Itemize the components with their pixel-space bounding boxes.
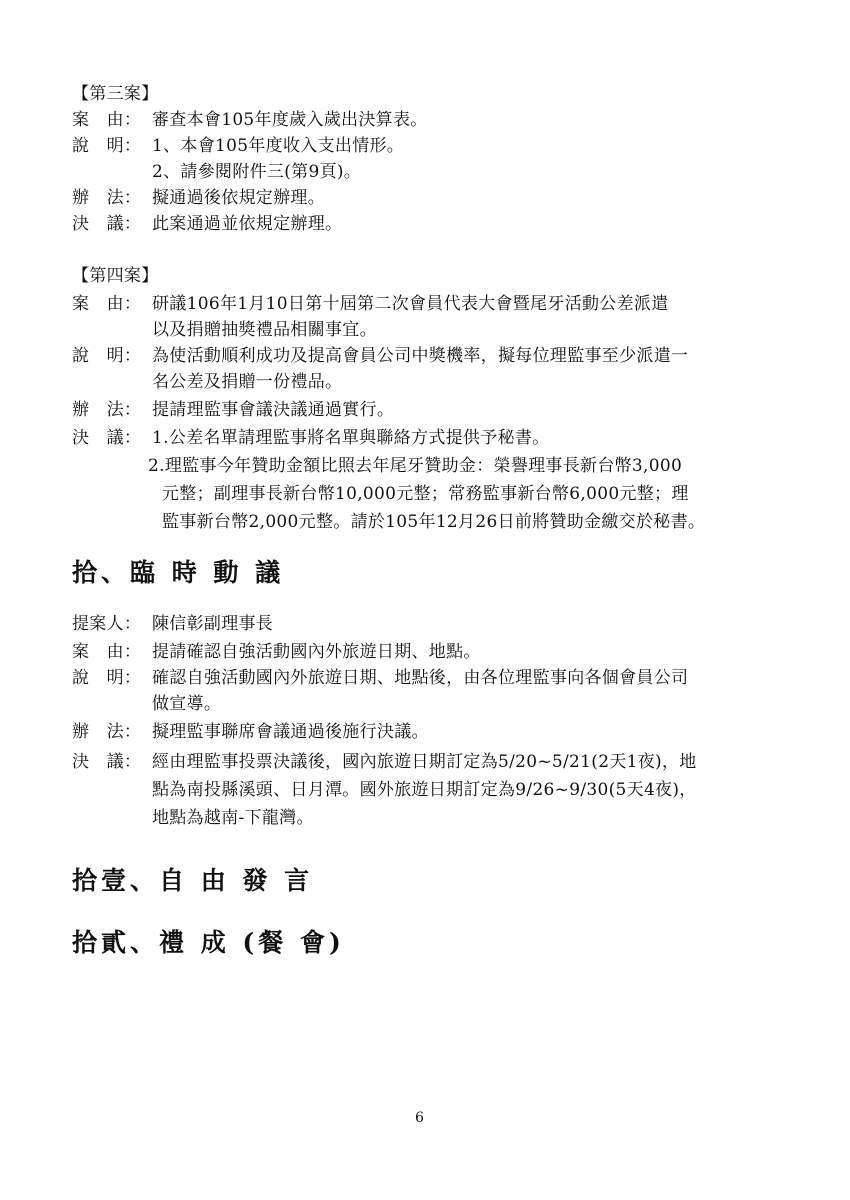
case3-explain-line: 2、請參閱附件三(第9頁)。: [152, 162, 362, 182]
case4-resolution-line: 元整；副理事長新台幣10,000元整；常務監事新台幣6,000元整；理: [162, 484, 689, 504]
section10-resolution-line: 經由理監事投票決議後，國內旅遊日期訂定為5/20~5/21(2天1夜)，地: [152, 752, 697, 772]
section10-reason-label: 案 由：: [72, 642, 142, 662]
section11-title: 拾壹、自 由 發 言: [72, 866, 314, 895]
case4-method-label: 辦 法：: [72, 400, 142, 420]
case4-reason-line: 以及捐贈抽獎禮品相關事宜。: [152, 320, 377, 340]
case4-explain-line: 為使活動順利成功及提高會員公司中獎機率，擬每位理監事至少派遣一: [152, 346, 689, 366]
case4-resolution-label: 決 議：: [72, 428, 142, 448]
section10-explain-label: 說 明：: [72, 668, 142, 688]
section10-reason: 提請確認自強活動國內外旅遊日期、地點。: [152, 642, 481, 662]
case4-reason-line: 研議106年1月10日第十屆第二次會員代表大會暨尾牙活動公差派遣: [152, 294, 669, 314]
case3-resolution-label: 決 議：: [72, 214, 142, 234]
section10-resolution-label: 決 議：: [72, 752, 142, 772]
case4-heading: 【第四案】: [72, 266, 159, 286]
case4-reason-label: 案 由：: [72, 294, 142, 314]
case4-explain-label: 說 明：: [72, 346, 142, 366]
case3-explain-line: 1、本會105年度收入支出情形。: [152, 136, 405, 156]
section12-title: 拾貳、禮 成 (餐 會): [72, 928, 345, 957]
section10-resolution-line: 地點為越南-下龍灣。: [152, 808, 314, 828]
section10-explain-line: 確認自強活動國內外旅遊日期、地點後，由各位理監事向各個會員公司: [152, 668, 689, 688]
case3-reason: 審查本會105年度歲入歲出決算表。: [152, 110, 428, 130]
case3-method-label: 辦 法：: [72, 188, 142, 208]
case3-heading: 【第三案】: [72, 84, 159, 104]
case4-resolution-line: 1.公差名單請理監事將名單與聯絡方式提供予秘書。: [152, 428, 550, 448]
case3-method: 擬通過後依規定辦理。: [152, 188, 325, 208]
section10-method: 擬理監事聯席會議通過後施行決議。: [152, 722, 429, 742]
case4-resolution-line: 2.理監事今年贊助金額比照去年尾牙贊助金：榮譽理事長新台幣3,000: [148, 456, 683, 476]
case3-reason-label: 案 由：: [72, 110, 142, 130]
section10-explain-line: 做宣導。: [152, 694, 222, 714]
section10-resolution-line: 點為南投縣溪頭、日月潭。國外旅遊日期訂定為9/26~9/30(5天4夜)，: [152, 780, 697, 800]
section10-method-label: 辦 法：: [72, 722, 142, 742]
case3-resolution: 此案通過並依規定辦理。: [152, 214, 343, 234]
case4-method: 提請理監事會議決議通過實行。: [152, 400, 395, 420]
section10-title: 拾、臨 時 動 議: [72, 558, 285, 587]
case3-explain-label: 說 明：: [72, 136, 142, 156]
case4-explain-line: 名公差及捐贈一份禮品。: [152, 372, 343, 392]
case4-resolution-line: 監事新台幣2,000元整。請於105年12月26日前將贊助金繳交於秘書。: [162, 512, 706, 532]
section10-proposer-label: 提案人：: [72, 614, 142, 634]
section10-proposer: 陳信彰副理事長: [152, 614, 274, 634]
page-number: 6: [415, 1110, 424, 1126]
